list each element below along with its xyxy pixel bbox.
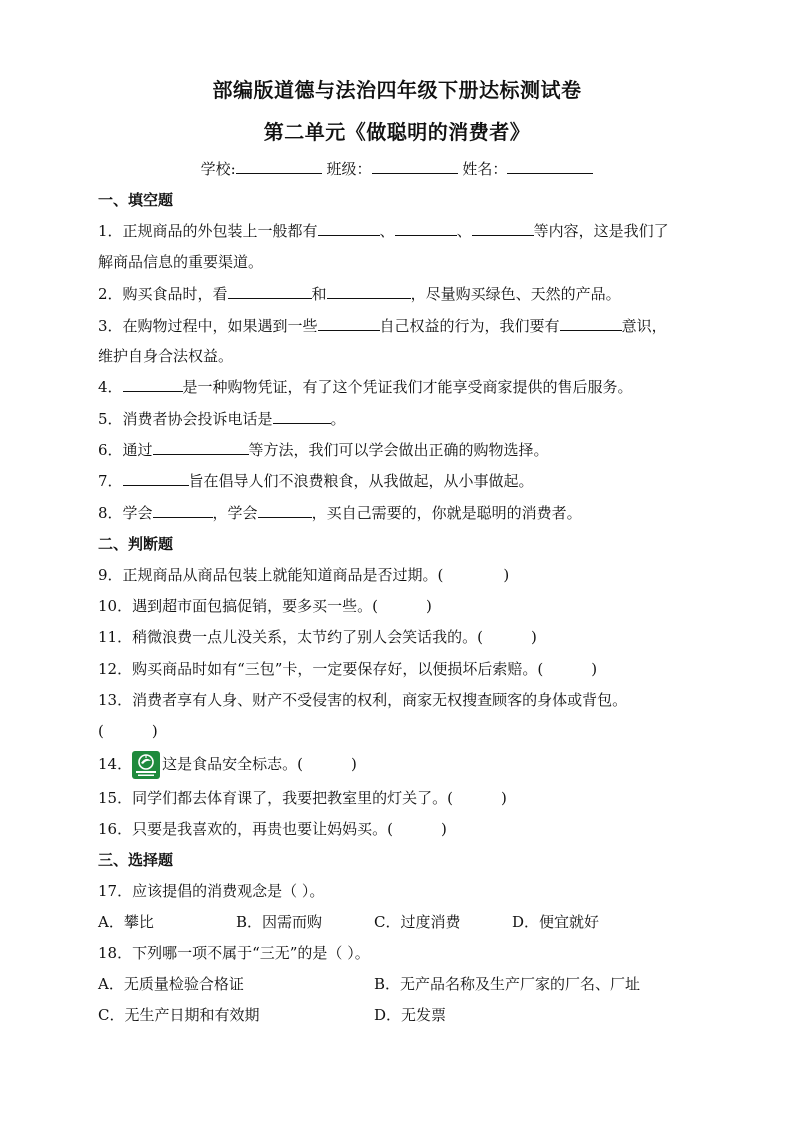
- question-18: 18．下列哪一项不属于“三无”的是（ ）。: [98, 944, 370, 962]
- question-4: 4． 是一种购物凭证，有了这个凭证我们才能享受商家提供的售后服务。: [98, 378, 633, 396]
- blank[interactable]: [472, 220, 534, 236]
- blank[interactable]: [153, 502, 213, 518]
- option-d[interactable]: D．便宜就好: [512, 913, 600, 931]
- question-8: 8．学会 ，学会 ，买自己需要的，你就是聪明的消费者。: [98, 504, 582, 522]
- option-c[interactable]: C．无生产日期和有效期: [98, 1006, 260, 1024]
- blank[interactable]: [258, 502, 312, 518]
- green-food-logo-icon: [132, 751, 160, 779]
- question-12: 12．购买商品时如有“三包”卡，一定要保存好，以便损坏后索赔。( ): [98, 660, 598, 678]
- blank[interactable]: [327, 283, 411, 299]
- question-1-line-1: 1．正规商品的外包装上一般都有 、 、 等内容，这是我们了: [98, 222, 669, 240]
- exam-title: 部编版道德与法治四年级下册达标测试卷: [212, 78, 582, 102]
- blank[interactable]: [395, 220, 457, 236]
- question-11: 11．稍微浪费一点儿没关系，太节约了别人会笑话我的。( ): [98, 628, 537, 646]
- question-9: 9．正规商品从商品包装上就能知道商品是否过期。( ): [98, 566, 510, 584]
- question-17: 17．应该提倡的消费观念是（ ）。: [98, 882, 325, 900]
- school-blank[interactable]: [236, 158, 322, 174]
- blank[interactable]: [123, 470, 189, 486]
- blank[interactable]: [228, 283, 312, 299]
- school-label: 学校:: [200, 160, 236, 178]
- blank[interactable]: [153, 439, 249, 455]
- question-6: 6．通过 等方法，我们可以学会做出正确的购物选择。: [98, 441, 549, 459]
- name-blank[interactable]: [507, 158, 593, 174]
- question-13-line-1: 13．消费者享有人身、财产不受侵害的权利，商家无权搜查顾客的身体或背包。: [98, 691, 628, 709]
- question-15: 15．同学们都去体育课了，我要把教室里的灯关了。( ): [98, 789, 507, 807]
- question-3-line-2: 维护自身合法权益。: [98, 347, 234, 365]
- question-10: 10．遇到超市面包搞促销，要多买一些。( ): [98, 597, 432, 615]
- class-blank[interactable]: [372, 158, 458, 174]
- exam-subtitle: 第二单元《做聪明的消费者》: [263, 120, 531, 144]
- question-5: 5．消费者协会投诉电话是 。: [98, 410, 346, 428]
- section-choice-heading: 三、选择题: [98, 851, 174, 869]
- question-14: 14． 这是食品安全标志。( ): [98, 750, 357, 779]
- blank[interactable]: [318, 315, 380, 331]
- option-b[interactable]: B．无产品名称及生产厂家的厂名、厂址: [374, 975, 641, 993]
- section-fill-heading: 一、填空题: [98, 191, 174, 209]
- name-label: 姓名：: [462, 160, 508, 178]
- student-info-row: [0, 158, 794, 179]
- blank[interactable]: [123, 376, 183, 392]
- option-b[interactable]: B．因需而购: [236, 913, 323, 931]
- option-a[interactable]: A．攀比: [98, 913, 154, 931]
- option-c[interactable]: C．过度消费: [374, 913, 461, 931]
- question-13-line-2: ( ): [98, 722, 158, 740]
- question-1-line-2: 解商品信息的重要渠道。: [98, 253, 264, 271]
- class-label: 班级：: [326, 160, 372, 178]
- question-7: 7． 旨在倡导人们不浪费粮食，从我做起，从小事做起。: [98, 472, 534, 490]
- question-16: 16．只要是我喜欢的，再贵也要让妈妈买。( ): [98, 820, 447, 838]
- option-d[interactable]: D．无发票: [374, 1006, 447, 1024]
- question-3-line-1: 3．在购物过程中，如果遇到一些 自己权益的行为，我们要有 意识，: [98, 317, 667, 335]
- blank[interactable]: [273, 408, 331, 424]
- blank[interactable]: [560, 315, 622, 331]
- section-judge-heading: 二、判断题: [98, 535, 174, 553]
- blank[interactable]: [318, 220, 380, 236]
- option-a[interactable]: A．无质量检验合格证: [98, 975, 244, 993]
- question-2: 2．购买食品时，看 和 ，尽量购买绿色、天然的产品。: [98, 285, 621, 303]
